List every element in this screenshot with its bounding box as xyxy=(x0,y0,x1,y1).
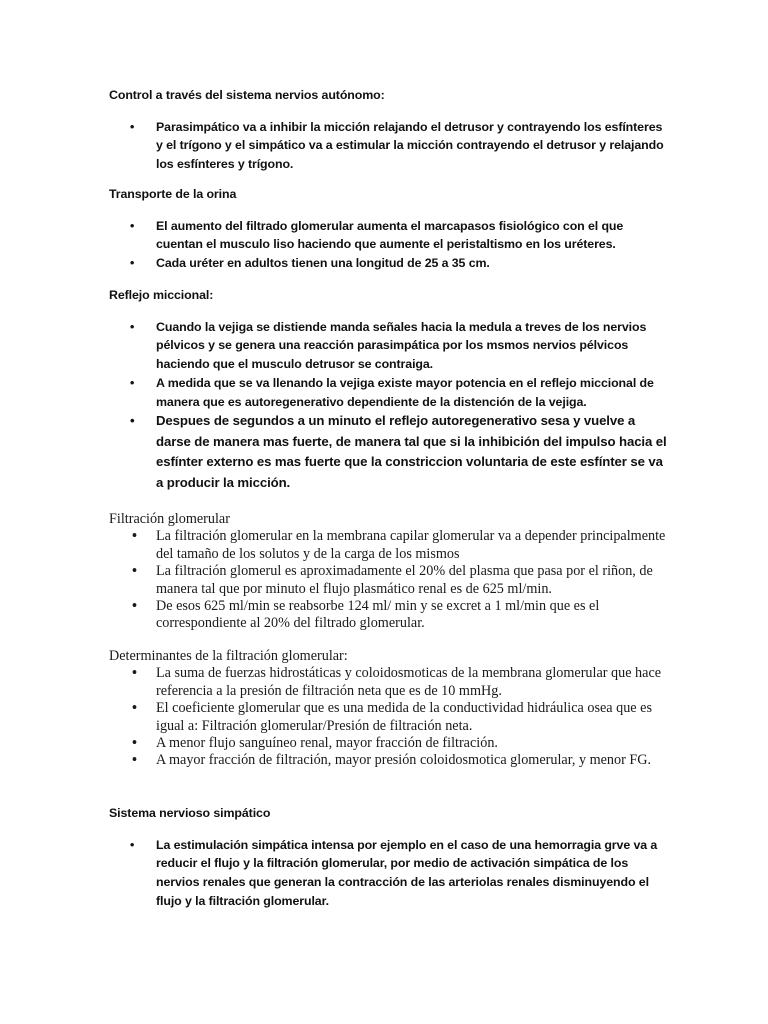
section-autonomic-control xyxy=(109,86,669,174)
bullet-list xyxy=(109,665,669,769)
list-item: • Cuando la vejiga se distiende manda señales hacia la medula a treves de los nervios pélvicos y se genera una reacción parasimpática por los msmos nervios pélvicos haciendo que el musculo detrusor se contraiga. xyxy=(109,318,669,374)
list-item: • A medida que se va llenando la vejiga existe mayor potencia en el reflejo miccional de manera que es autoregenerativo dependiente de la distención de la vejiga. xyxy=(109,374,669,411)
section-heading: Control a través del sistema nervios autónomo: xyxy=(109,88,385,102)
list-item: • La filtración glomerul es aproximadamente el 20% del plasma que pasa por el riñon, de manera tal que por minuto el flujo plasmático renal es de 625 ml/min. xyxy=(109,563,669,598)
section-micturition-reflex xyxy=(109,286,669,493)
list-item: • La suma de fuerzas hidrostáticas y coloidosmoticas de la membrana glomerular que hace referencia a la presión de filtración neta que es de 10 mmHg. xyxy=(109,665,669,700)
list-item: • El aumento del filtrado glomerular aumenta el marcapasos fisiológico con el que cuentan el musculo liso haciendo que aumente el peristaltismo en los uréteres. xyxy=(109,217,669,254)
list-item: • El coeficiente glomerular que es una medida de la conductividad hidráulica osea que es igual a: Filtración glomerular/Presión de filtración neta. xyxy=(109,700,669,735)
section-urine-transport xyxy=(109,185,669,273)
section-heading: Transporte de la orina xyxy=(109,187,237,201)
section-filtration-determinants xyxy=(109,648,669,770)
list-item: • La estimulación simpática intensa por ejemplo en el caso de una hemorragia grve va a reducir el flujo y la filtración glomerular, por medio de activación simpática de los nervios renales que generan la contracción de las arteriolas renales disminuyendo el flujo y la filtración glomerular. xyxy=(109,836,669,911)
bullet-list xyxy=(109,217,669,273)
list-item: • Parasimpático va a inhibir la micción relajando el detrusor y contrayendo los esfínteres y el trígono y el simpático va a estimular la micción contrayendo el detrusor y relajando los esfínteres y trígono. xyxy=(109,118,669,174)
section-glomerular-filtration xyxy=(109,511,669,633)
list-item: • La filtración glomerular en la membrana capilar glomerular va a depender principalmente del tamaño de los solutos y de la carga de los mismos xyxy=(109,528,669,563)
list-item: • De esos 625 ml/min se reabsorbe 124 ml/ min y se excret a 1 ml/min que es el correspondiente al 20% del filtrado glomerular. xyxy=(109,598,669,633)
bullet-list xyxy=(109,528,669,632)
list-item: • A mayor fracción de filtración, mayor presión coloidosmotica glomerular, y menor FG. xyxy=(109,752,669,769)
list-item: • Despues de segundos a un minuto el reflejo autoregenerativo sesa y vuelve a darse de manera mas fuerte, de manera tal que si la inhibición del impulso hacia el esfínter externo es mas fuerte que la constriccion voluntaria de este esfínter se va a producir la micción. xyxy=(109,411,669,493)
bullet-list xyxy=(109,118,669,174)
section-heading: Sistema nervioso simpático xyxy=(109,806,271,820)
bullet-list xyxy=(109,318,669,494)
section-sympathetic-system xyxy=(109,804,669,911)
section-heading: Filtración glomerular xyxy=(109,511,230,527)
section-heading: Reflejo miccional: xyxy=(109,288,214,302)
bullet-list xyxy=(109,836,669,911)
list-item: • A menor flujo sanguíneo renal, mayor fracción de filtración. xyxy=(109,735,669,752)
section-heading: Determinantes de la filtración glomerular: xyxy=(109,648,348,664)
list-item: • Cada uréter en adultos tienen una longitud de 25 a 35 cm. xyxy=(109,254,669,273)
